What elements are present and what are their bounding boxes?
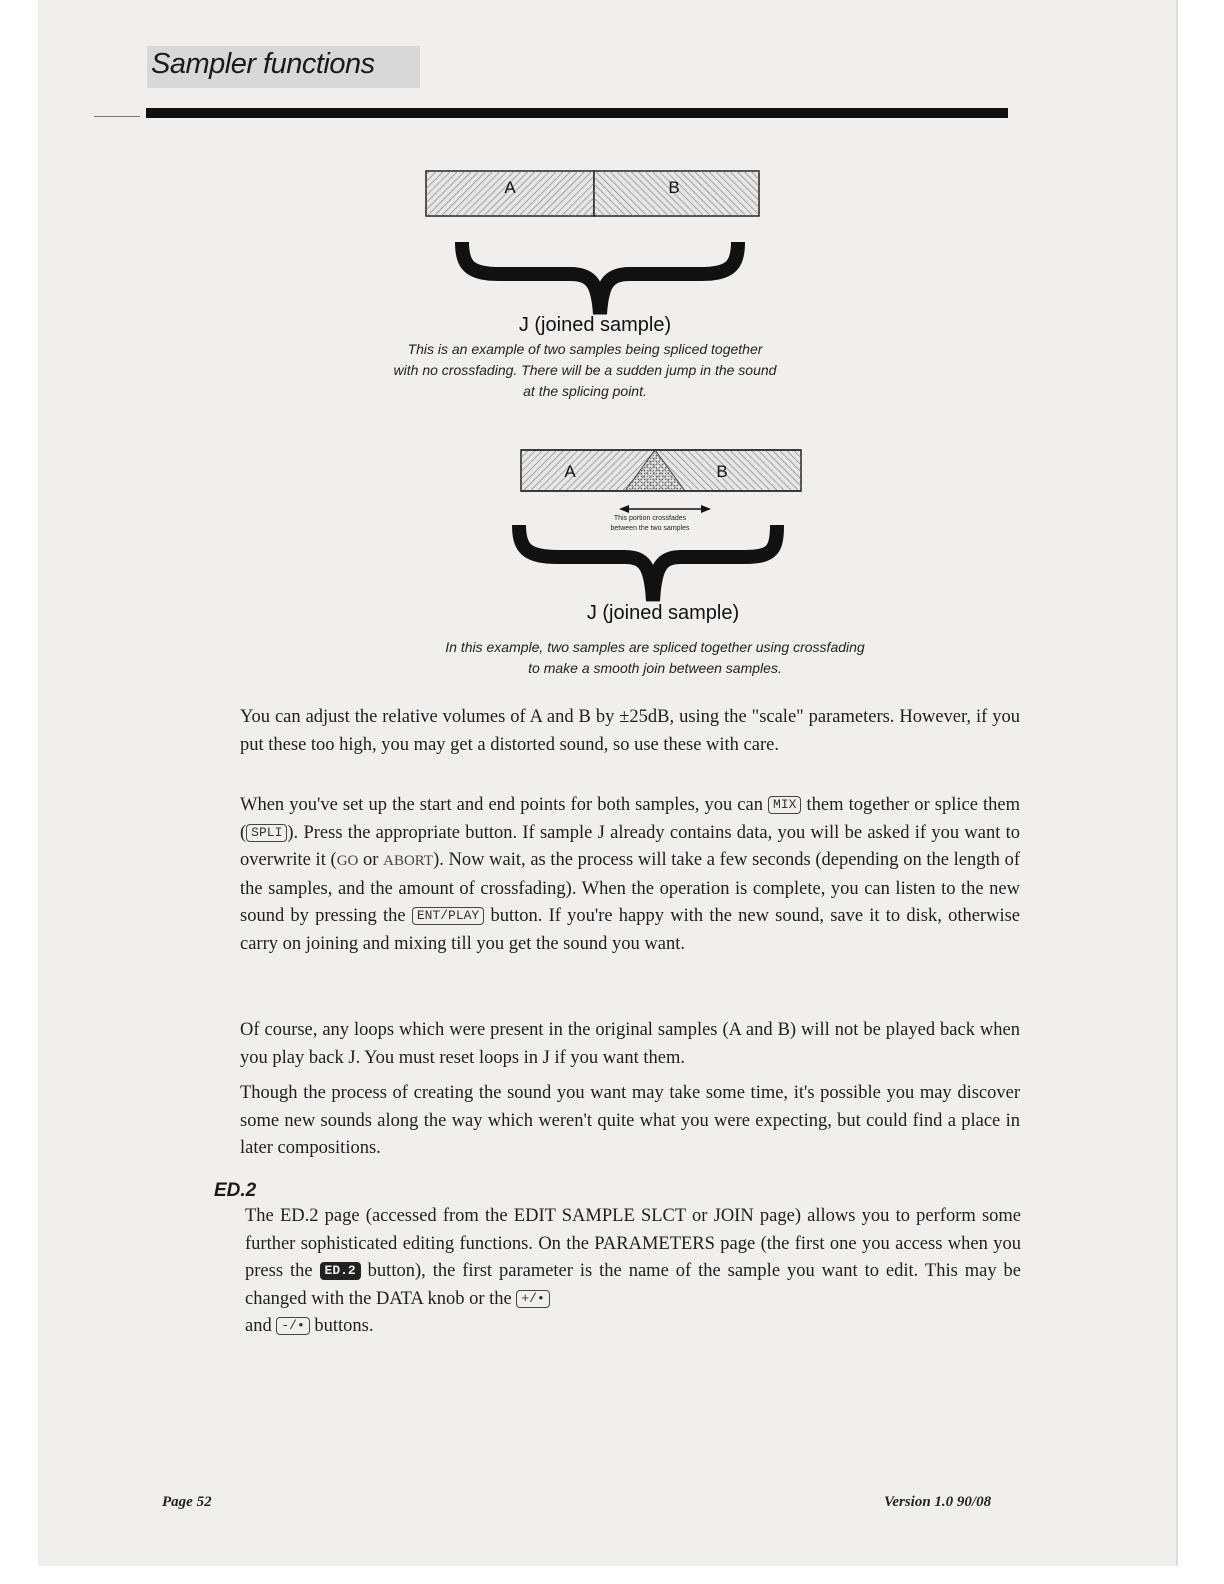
mix-button: MIX [768, 796, 801, 814]
spli-button: SPLI [246, 824, 287, 842]
text-span: and [245, 1316, 277, 1336]
paragraph-loops: Of course, any loops which were present in the original samples (A and B) will not be played back when you play back J. You must reset loops in J if you want them. [240, 1020, 1020, 1068]
version-label: Version 1.0 90/08 [884, 1494, 992, 1510]
ed2-button: ED.2 [320, 1262, 361, 1280]
minus-button: -/• [276, 1317, 309, 1335]
annotation-line: This portion crossfades [613, 515, 687, 522]
page-number: Page 52 [162, 1494, 212, 1510]
brace-icon [462, 242, 738, 314]
label-a: A [504, 178, 516, 197]
figure1-caption [330, 339, 840, 402]
header-rule [146, 108, 1008, 118]
text-span: buttons. [309, 1316, 374, 1336]
text-span: The ED.2 page (accessed from the EDIT SAMPLE SLCT or JOIN page) allows you to perform some further sophisticated editing functions. On the PARAMETERS page (the first one you access when you press the [245, 1206, 1021, 1281]
abort-label: ABORT [383, 853, 434, 869]
caption-line: at the splicing point. [523, 383, 647, 399]
section-title: Sampler functions [151, 48, 375, 80]
go-label: GO [336, 853, 359, 869]
figure2-title: J (joined sample) [586, 602, 740, 624]
text-span: or [358, 850, 384, 870]
text-span: them together or splice them ( [240, 795, 1020, 843]
plus-button: +/• [516, 1290, 549, 1308]
ent-play-button: ENT/PLAY [412, 907, 484, 925]
text-span: When you've set up the start and end points for both samples, you can [240, 795, 769, 815]
text-span: ). Press the appropriate button. If sample J already contains data, you will be asked if you want to overwrite it ( [240, 822, 1020, 870]
paragraph-ed2 [245, 1203, 1021, 1341]
annotation-line: between the two samples [610, 525, 690, 532]
crossfade-annotation [580, 514, 720, 534]
label-b: B [716, 462, 728, 481]
caption-line: with no crossfading. There will be a sudden jump in the sound [393, 362, 777, 378]
text-span: ). Now wait, as the process will take a few seconds (depending on the length of the samples, and the amount of crossfading). When the operation is complete, you can listen to the new sound by pressing the [240, 850, 1020, 926]
label-b: B [668, 178, 680, 197]
brace-icon [519, 525, 777, 601]
caption-line: This is an example of two samples being spliced together [407, 341, 763, 357]
text-span: button. If you're happy with the new sound, save it to disk, otherwise carry on joining and mixing till you get the sound you want. [240, 906, 1020, 954]
ed2-heading: ED.2 [214, 1180, 257, 1201]
paragraph-discover: Though the process of creating the sound you want may take some time, it's possible you may discover some new sounds along the way which weren't quite what you were expecting, but could find a place in later compositions. [240, 1083, 1020, 1158]
caption-line: to make a smooth join between samples. [528, 660, 782, 676]
paragraph-mix-splice [240, 792, 1020, 958]
text-span: button), the first parameter is the name of the sample you want to edit. This may be changed with the DATA knob or the [245, 1261, 1021, 1309]
figure2-caption [370, 637, 940, 679]
label-a: A [564, 462, 576, 481]
margin-mark [94, 116, 140, 117]
paragraph-scale: You can adjust the relative volumes of A and B by ±25dB, using the "scale" parameters. However, if you put these too high, you may get a distorted sound, so use these with care. [240, 707, 1020, 755]
figure1-title: J (joined sample) [518, 314, 672, 336]
splice-diagram-no-crossfade [420, 166, 770, 316]
caption-line: In this example, two samples are spliced together using crossfading [445, 639, 865, 655]
